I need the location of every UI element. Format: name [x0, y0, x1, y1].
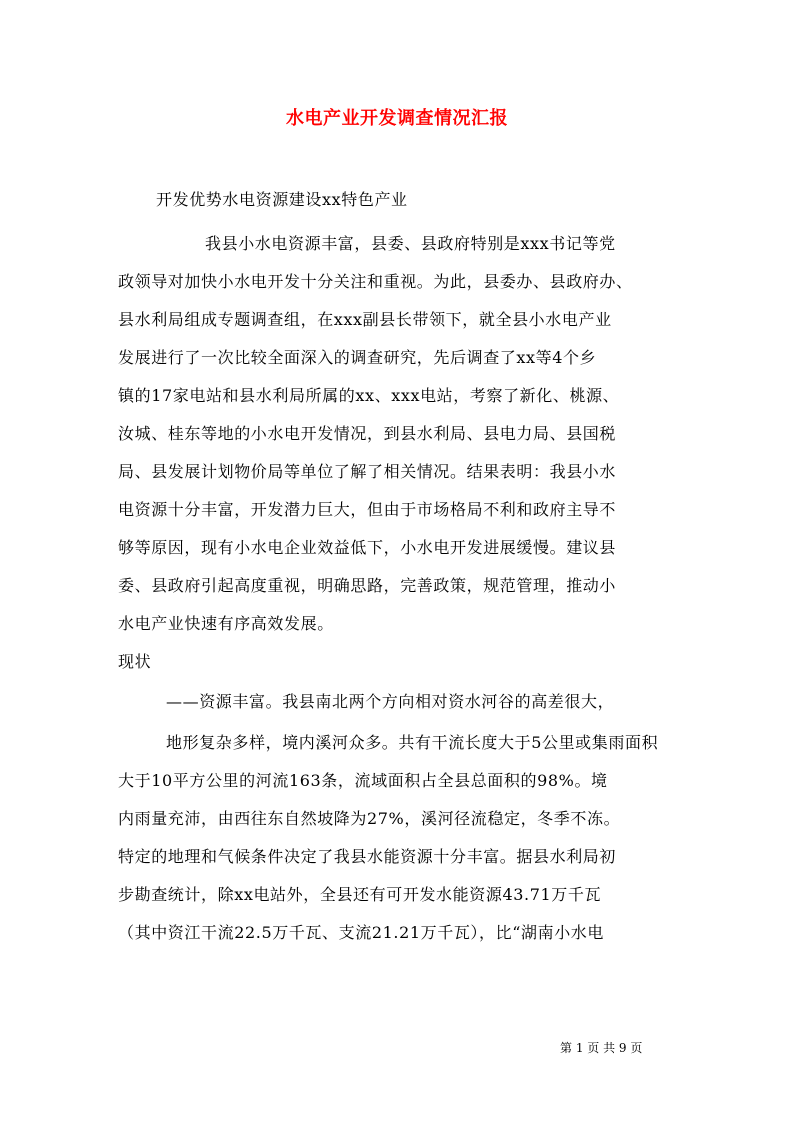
section-heading: ——资源丰富。我县南北两个方向相对资水河谷的高差很大， — [166, 692, 615, 711]
subheading-line: 开发优势水电资源建设xx特色产业 — [156, 190, 408, 209]
paragraph-line: 内雨量充沛，由西往东自然坡降为27%，溪河径流稳定，冬季不冻。 — [118, 809, 621, 828]
paragraph-line: 镇的17家电站和县水利局所属的xx、xxx电站，考察了新化、桃源、 — [118, 386, 620, 405]
paragraph-line: 地形复杂多样，境内溪河众多。共有干流长度大于5公里或集雨面积 — [166, 733, 659, 752]
paragraph-line: 发展进行了一次比较全面深入的调查研究，先后调查了xx等4个乡 — [118, 348, 597, 367]
paragraph-line: 特定的地理和气候条件决定了我县水能资源十分丰富。据县水利局初 — [118, 847, 617, 866]
paragraph-line: 局、县发展计划物价局等单位了解了相关情况。结果表明：我县小水 — [118, 462, 617, 481]
paragraph-line: 我县小水电资源丰富，县委、县政府特别是xxx书记等党 — [205, 234, 616, 253]
paragraph-line: 大于10平方公里的河流163条，流域面积占全县总面积的98%。境 — [118, 771, 608, 790]
paragraph-line: 委、县政府引起高度重视，明确思路，完善政策，规范管理，推动小 — [118, 576, 617, 595]
paragraph-line: （其中资江干流22.5万千瓦、支流21.21万千瓦），比“湖南小水电 — [118, 923, 605, 942]
document-title: 水电产业开发调查情况汇报 — [286, 108, 508, 129]
paragraph-line: 汝城、桂东等地的小水电开发情况，到县水利局、县电力局、县国税 — [118, 424, 617, 443]
paragraph-line: 县水利局组成专题调查组，在xxx副县长带领下，就全县小水电产业 — [118, 310, 612, 329]
paragraph-line: 步勘查统计，除xx电站外，全县还有可开发水能资源43.71万千瓦 — [118, 885, 602, 904]
paragraph-line: 政领导对加快小水电开发十分关注和重视。为此，县委办、县政府办、 — [118, 272, 633, 291]
paragraph-line: 够等原因，现有小水电企业效益低下，小水电开发进展缓慢。建议县 — [118, 538, 617, 557]
paragraph-line: 现状 — [118, 652, 152, 671]
paragraph-line: 电资源十分丰富，开发潜力巨大，但由于市场格局不利和政府主导不 — [118, 500, 617, 519]
page-number-footer: 第 1 页 共 9 页 — [560, 1041, 643, 1055]
paragraph-line: 水电产业快速有序高效发展。 — [118, 614, 334, 633]
